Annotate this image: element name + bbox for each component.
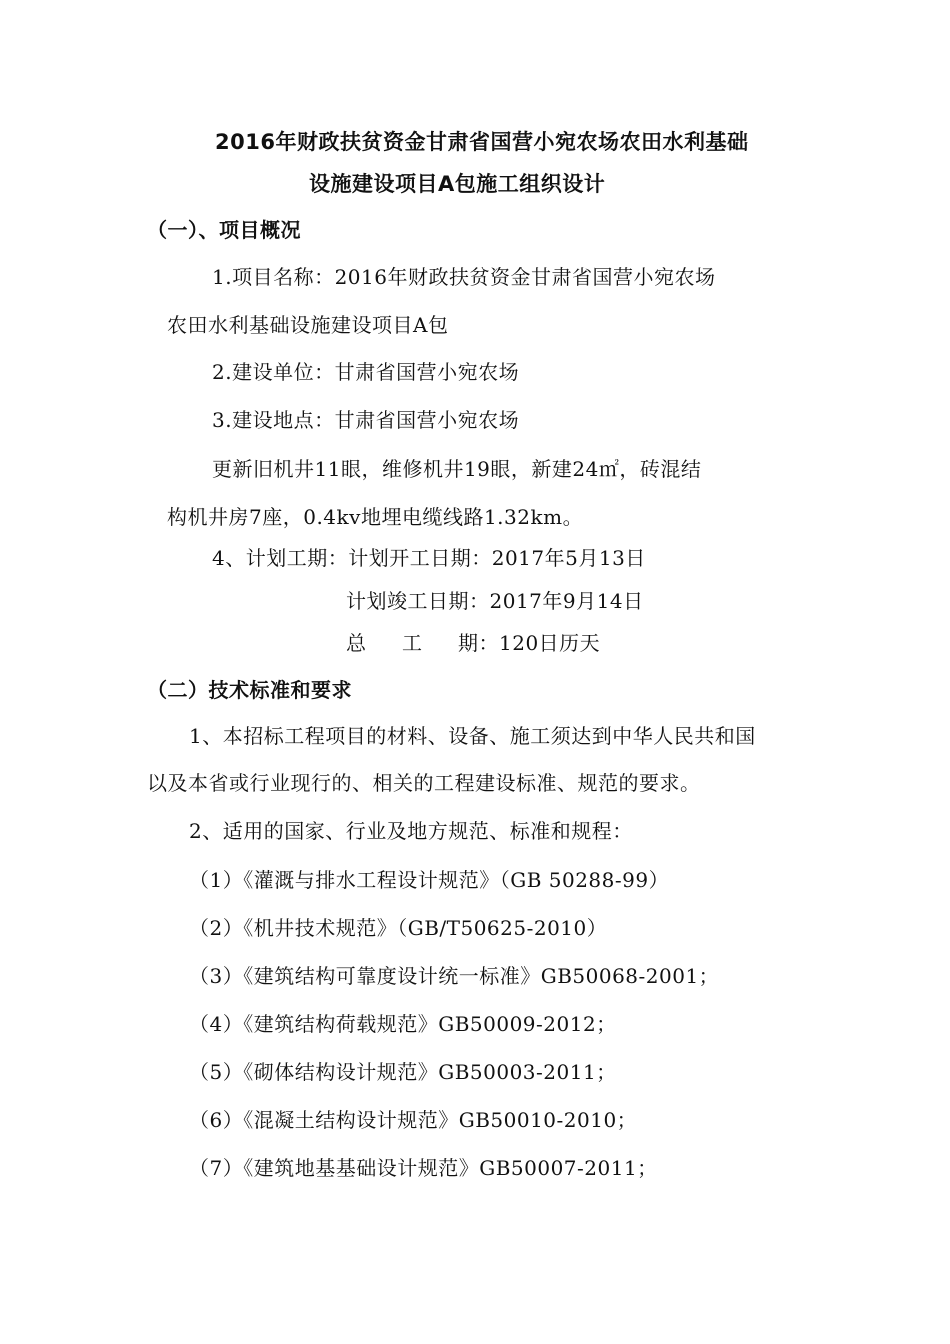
document-title-line-2: 设施建设项目A包施工组织设计 [309, 172, 606, 196]
project-scope-line-2: 构机井房7座，0.4kv地埋电缆线路1.32km。 [167, 505, 584, 529]
total-label-char-1: 总 [346, 631, 367, 655]
requirement-2: 2、适用的国家、行业及地方规范、标准和规程： [189, 819, 633, 843]
project-name-line-2: 农田水利基础设施建设项目A包 [167, 313, 449, 337]
standard-item: （7）《建筑地基基础设计规范》GB50007-2011； [189, 1156, 658, 1180]
planned-period-finish: 计划竣工日期：2017年9月14日 [346, 589, 644, 613]
planned-period-total [346, 629, 600, 657]
standard-item: （3）《建筑结构可靠度设计统一标准》GB50068-2001； [189, 964, 720, 988]
construction-site: 3.建设地点：甘肃省国营小宛农场 [212, 408, 520, 432]
requirement-1-line-1: 1、本招标工程项目的材料、设备、施工须达到中华人民共和国 [189, 724, 756, 748]
section-heading-standards: （二）技术标准和要求 [147, 678, 352, 702]
standard-item: （6）《混凝土结构设计规范》GB50010-2010； [189, 1108, 638, 1132]
document-title-line-1: 2016年财政扶贫资金甘肃省国营小宛农场农田水利基础 [215, 130, 749, 154]
construction-unit: 2.建设单位：甘肃省国营小宛农场 [212, 360, 520, 384]
standard-item: （4）《建筑结构荷载规范》GB50009-2012； [189, 1012, 617, 1036]
standard-item: （1）《灌溉与排水工程设计规范》（GB 50288-99） [189, 868, 670, 892]
project-name-line-1: 1.项目名称：2016年财政扶贫资金甘肃省国营小宛农场 [212, 265, 716, 289]
total-period-value: 120日历天 [499, 631, 601, 655]
total-label-char-3: 期： [458, 631, 499, 655]
total-label-char-2: 工 [402, 631, 423, 655]
project-scope-line-1: 更新旧机井11眼，维修机井19眼，新建24㎡，砖混结 [212, 457, 702, 481]
standard-item: （5）《砌体结构设计规范》GB50003-2011； [189, 1060, 617, 1084]
requirement-1-line-2: 以及本省或行业现行的、相关的工程建设标准、规范的要求。 [147, 771, 701, 795]
section-heading-overview: （一）、项目概况 [147, 218, 301, 242]
standard-item: （2）《机井技术规范》（GB/T50625-2010） [189, 916, 608, 940]
planned-period-start: 4、计划工期：计划开工日期：2017年5月13日 [212, 546, 646, 570]
